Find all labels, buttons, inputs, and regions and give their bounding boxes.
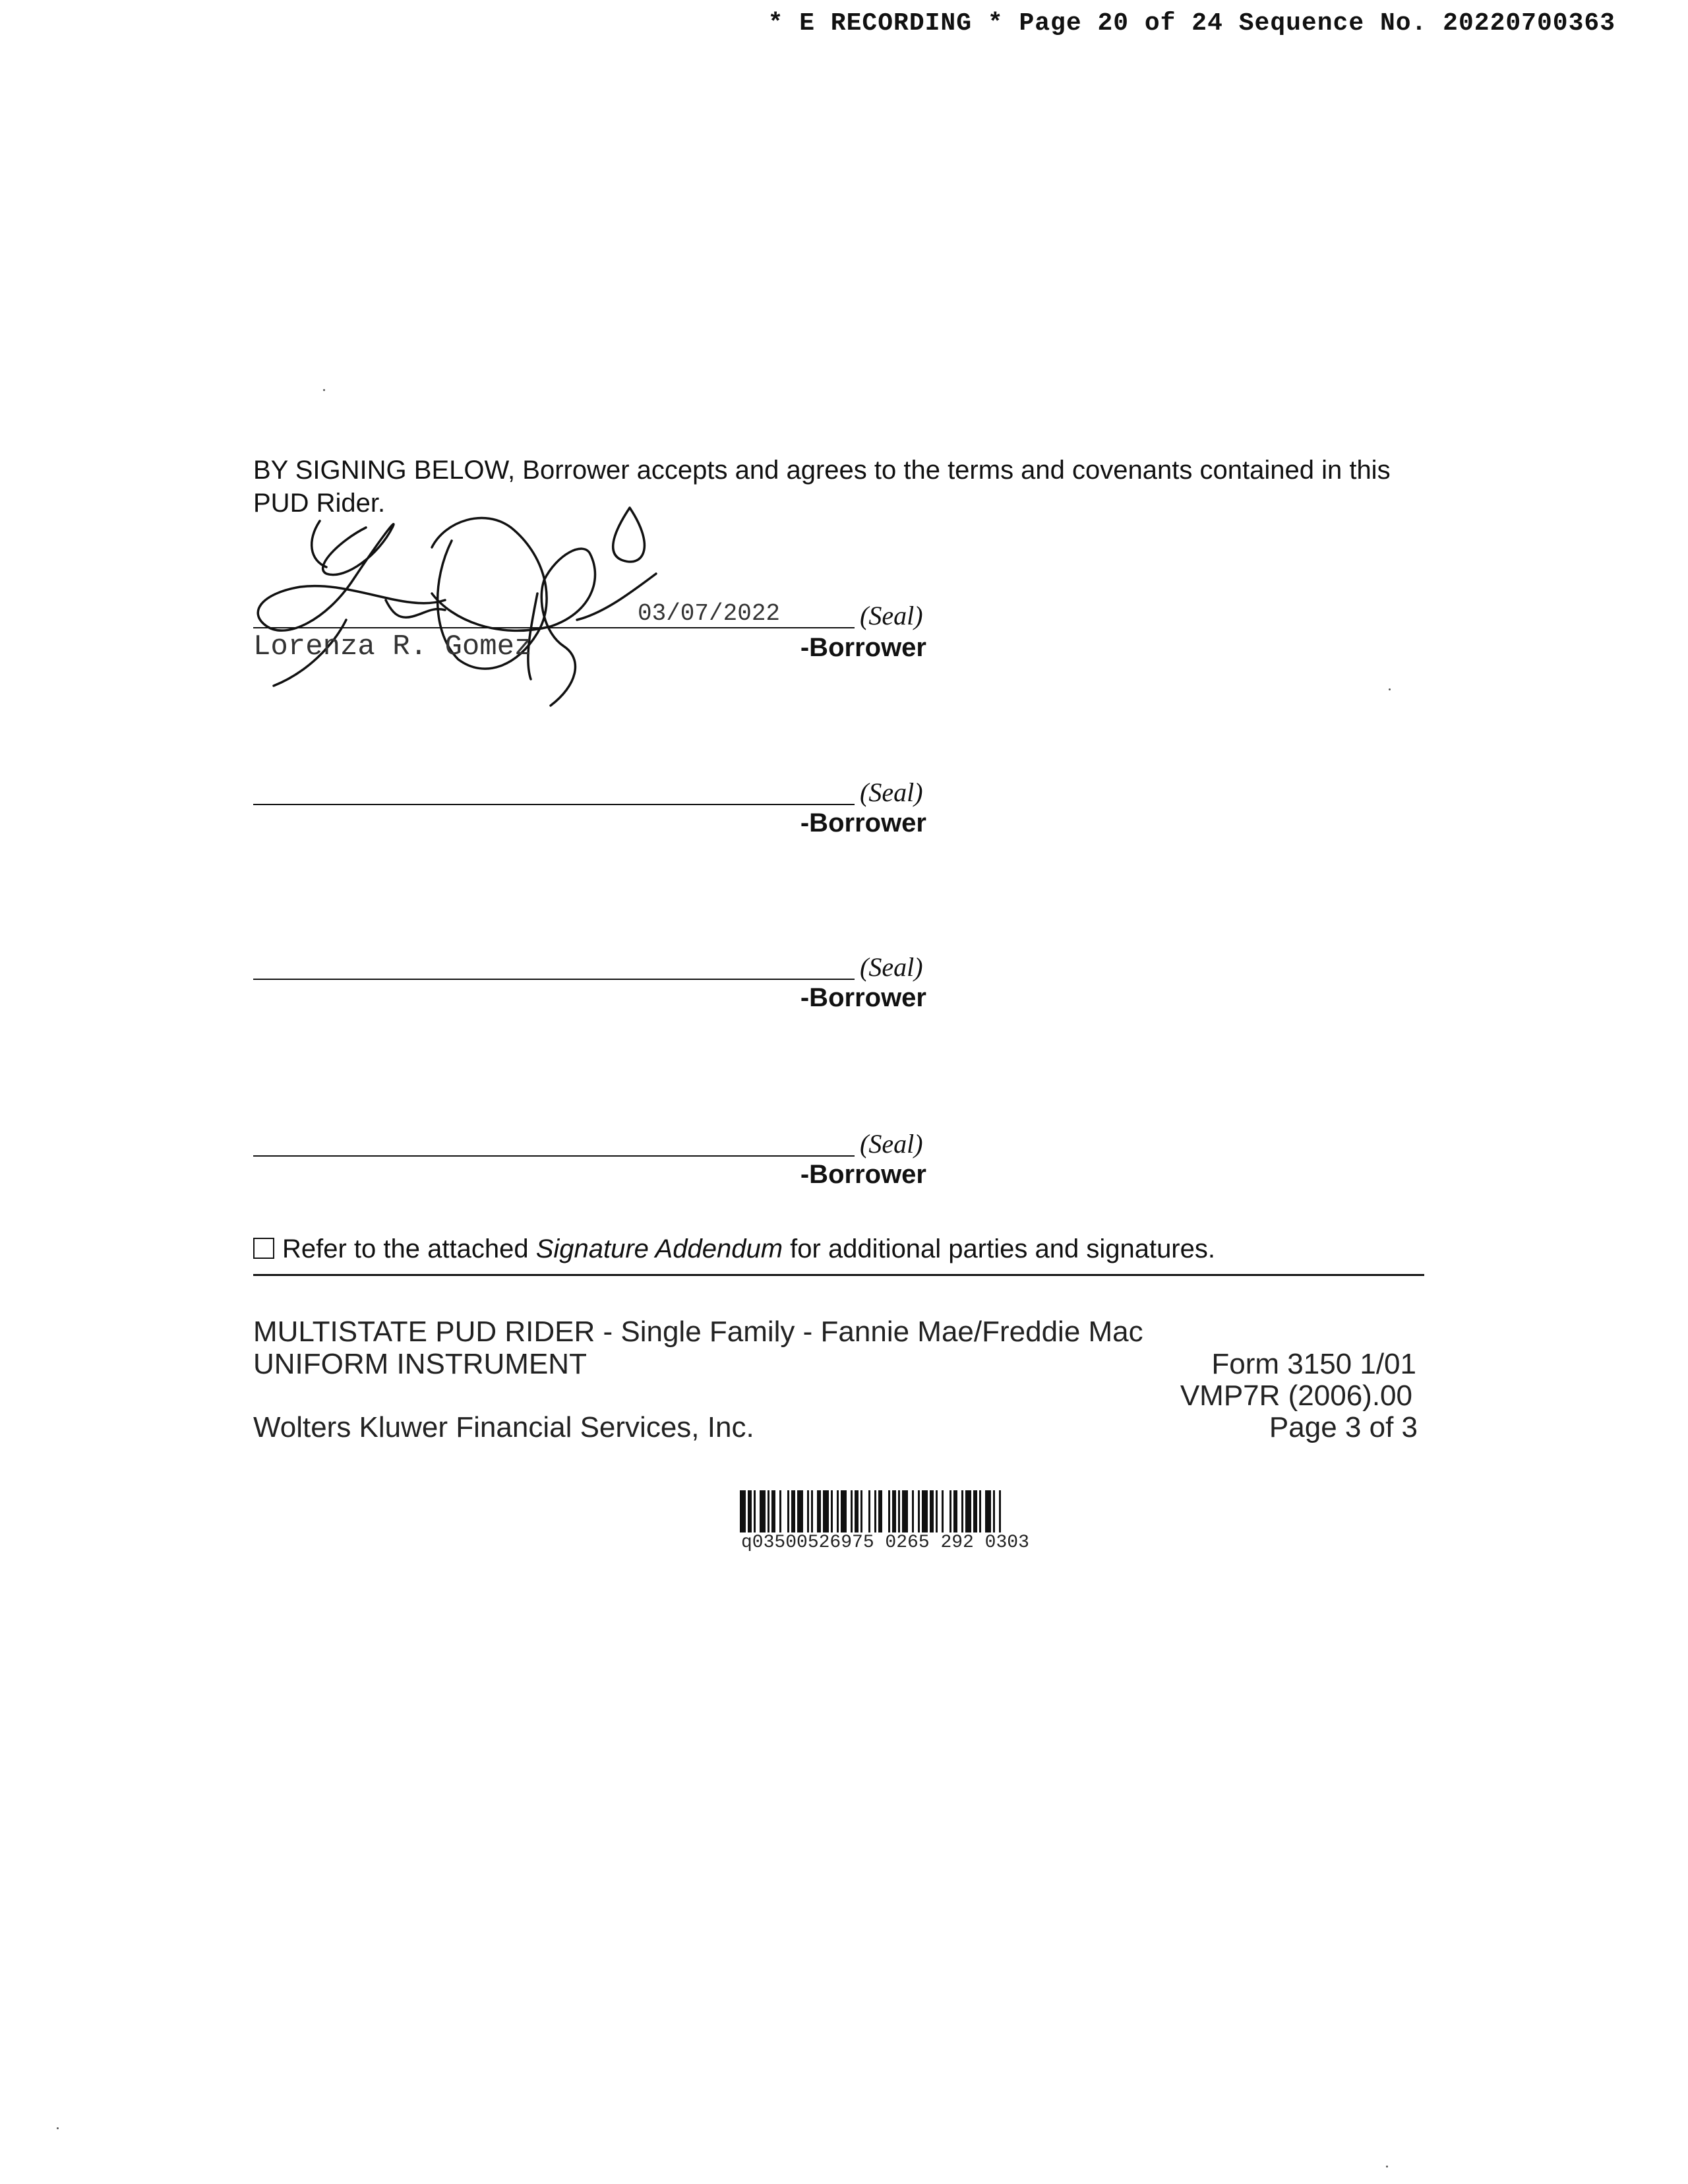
role-label: -Borrower — [800, 633, 926, 662]
role-label: -Borrower — [800, 983, 926, 1012]
speck — [1386, 2166, 1388, 2168]
seal-label: (Seal) — [860, 952, 923, 982]
agreement-text: BY SIGNING BELOW, Borrower accepts and agrees to the terms and covenants contained in this PUD Rider. — [253, 456, 1391, 518]
addendum-emphasis: Signature Addendum — [535, 1234, 783, 1263]
seal-label: (Seal) — [860, 1129, 923, 1159]
speck — [323, 389, 325, 391]
publisher-name: Wolters Kluwer Financial Services, Inc. — [253, 1411, 754, 1443]
seal-label: (Seal) — [860, 777, 923, 807]
signature-date: 03/07/2022 — [638, 600, 781, 627]
signature-line — [253, 627, 855, 628]
page-number: Page 3 of 3 — [1269, 1411, 1418, 1443]
addendum-suffix: for additional parties and signatures. — [783, 1234, 1215, 1263]
borrower-typed-name: Lorenza R. Gomez — [253, 630, 532, 663]
vmp-code: VMP7R (2006).00 — [1180, 1380, 1412, 1412]
uniform-instrument-label: UNIFORM INSTRUMENT — [253, 1348, 587, 1380]
barcode-number: q03500526975 0265 292 0303 — [741, 1532, 1029, 1553]
role-label: -Borrower — [800, 808, 926, 837]
signature-line — [253, 979, 855, 980]
form-number: Form 3150 1/01 — [1211, 1348, 1416, 1380]
signature-addendum-option — [253, 1234, 1215, 1264]
signature-line — [253, 804, 855, 805]
addendum-prefix: Refer to the attached — [282, 1234, 536, 1263]
speck — [57, 2127, 59, 2129]
addendum-checkbox[interactable] — [253, 1238, 274, 1259]
form-title: MULTISTATE PUD RIDER - Single Family - Fannie Mae/Freddie Mac — [253, 1316, 1143, 1348]
speck — [1389, 688, 1391, 690]
role-label: -Borrower — [800, 1160, 926, 1189]
handwritten-signature — [234, 501, 696, 719]
seal-label: (Seal) — [860, 601, 923, 630]
barcode — [740, 1490, 1201, 1532]
signature-line — [253, 1155, 855, 1157]
footer-divider — [253, 1274, 1424, 1276]
recording-header: * E RECORDING * Page 20 of 24 Sequence No. 20220700363 — [768, 9, 1615, 38]
